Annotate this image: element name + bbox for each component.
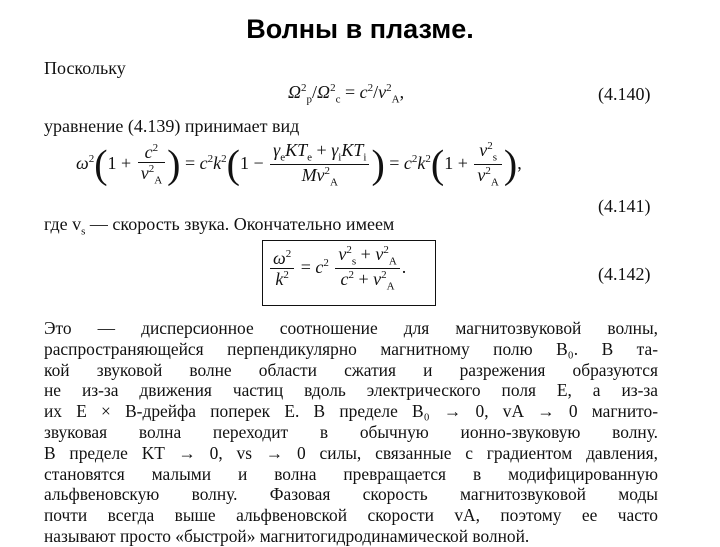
equation-number-4-141: (4.141): [598, 196, 651, 216]
paragraph-line: В пределе KT → 0, vs → 0 силы, связанные с градиентом давления,: [44, 442, 658, 463]
paragraph-line: почти всегда выше альфвеновской скорости vA, поэтому ее часто: [44, 505, 658, 526]
where-text-rest: — скорость звука. Окончательно имеем: [85, 214, 395, 234]
paragraph-line: не из-за движения частиц вдоль электрического поля E, а из-за: [44, 380, 658, 401]
intro-text: Поскольку: [44, 58, 126, 78]
paragraph-line: Это — дисперсионное соотношение для магнитозвуковой волны,: [44, 318, 658, 338]
body-paragraph: [44, 318, 658, 547]
paragraph-line: называют просто «быстрой» магнитогидродинамической волной.: [44, 525, 530, 546]
equation-number-4-142: (4.142): [598, 264, 651, 284]
paragraph-line: становятся малыми и волна превращается в модифицированную: [44, 463, 658, 484]
equation-4-140: $\Omega^2_p/\Omega^2_c = c^2/v^2_A$,: [288, 82, 405, 106]
where-text: где $v_s$ — скорость звука. Окончательно имеем: [44, 214, 395, 238]
paragraph-line: кой звуковой волне области сжатия и разрежения образуются: [44, 359, 658, 380]
paragraph-line: звуковая волна переходит в обычную ионно-звуковую волну.: [44, 421, 658, 442]
page-title: Волны в плазме.: [246, 14, 474, 44]
equation-4-141: $\omega^2(1$ + $\frac{c^2}{v^2_A}$ ) = $c^2k^2(1$ − $\frac{\gamma_eKT_e + \gamma_iKT_i}{Mv^2_A}$ ) = $c^2k^2(1$ + $\frac{v^2_s}{v^2_A}$ ),: [76, 140, 522, 189]
where-text-start: где v: [44, 214, 82, 234]
equation-intro-text: уравнение (4.139) принимает вид: [44, 116, 300, 136]
paragraph-line: распространяющейся перпендикулярно магнитному полю B₀. В та-: [44, 338, 658, 359]
paragraph-line: альфвеновскую волну. Фазовая скорость магнитозвуковой моды: [44, 484, 658, 505]
paragraph-line: их E × B-дрейфа поперек E. В пределе B₀ → 0, vA → 0 магнито-: [44, 401, 658, 422]
equation-4-142: $\frac{\omega^2}{k^2}$ = $c^2$ $\frac{v^2_s + v^2_A}{c^2 + v^2_A}$ .: [268, 244, 406, 293]
equation-number-4-140: (4.140): [598, 84, 651, 104]
